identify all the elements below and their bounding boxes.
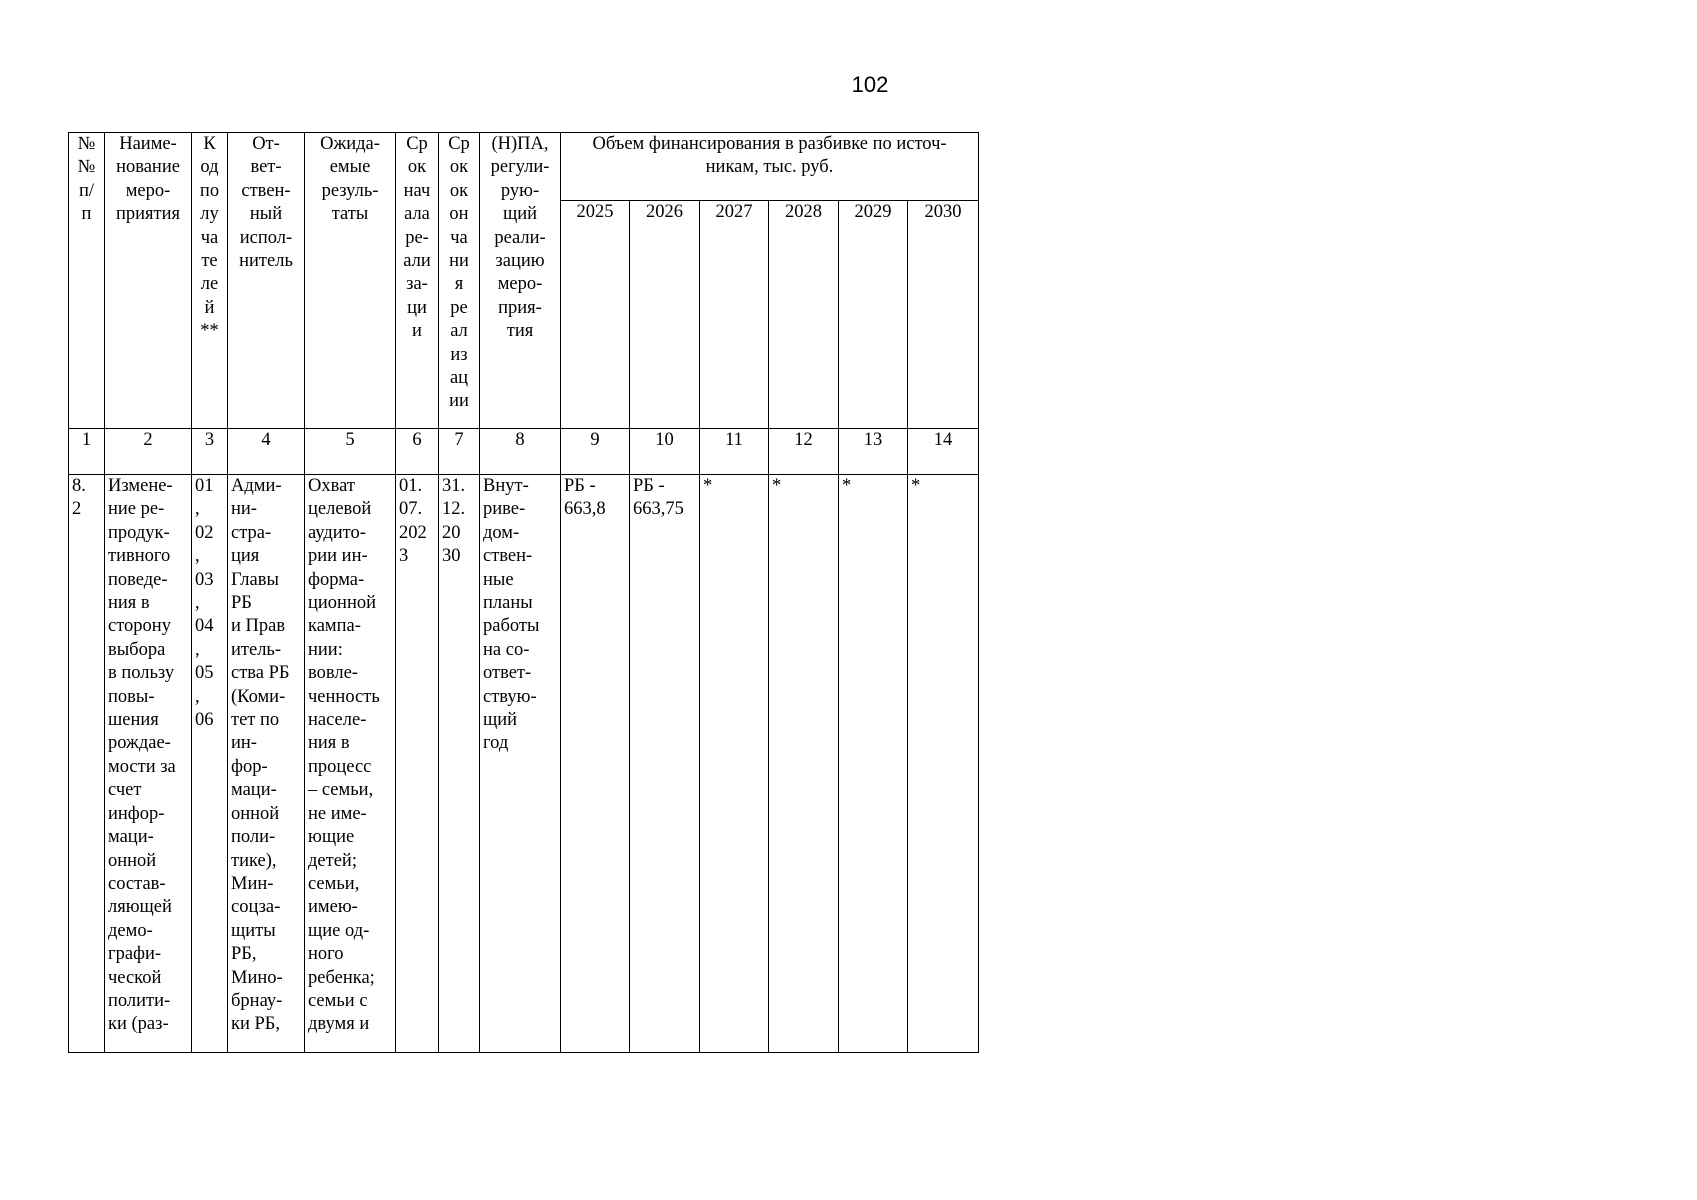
- row-results: Охват целевой аудито- рии ин- форма- ционной кампа- нии: вовле- ченность населе- ния в процесс – семьи, не име- ющие детей; семьи, имею- щие од- ного ребенка; семьи с двумя и: [305, 475, 396, 1053]
- column-number: 8: [480, 429, 561, 475]
- column-number: 1: [69, 429, 105, 475]
- row-end: 31. 12. 20 30: [439, 475, 480, 1053]
- header-year-2027: 2027: [700, 201, 769, 429]
- header-year-2028: 2028: [769, 201, 839, 429]
- header-financing: Объем финансирования в разбивке по источ- никам, тыс. руб.: [561, 133, 979, 201]
- column-number: 3: [192, 429, 228, 475]
- row-start: 01. 07. 202 3: [396, 475, 439, 1053]
- column-number: 12: [769, 429, 839, 475]
- header-year-2029: 2029: [839, 201, 908, 429]
- row-2025: РБ - 663,8: [561, 475, 630, 1053]
- measures-table: [68, 132, 979, 1053]
- header-year-2030: 2030: [908, 201, 979, 429]
- header-npa: (Н)ПА, регули- рую- щий реали- зацию меро- прия- тия: [480, 133, 561, 429]
- row-2028: *: [769, 475, 839, 1053]
- row-2027: *: [700, 475, 769, 1053]
- header-executor: От- вет- ствен- ный испол- нитель: [228, 133, 305, 429]
- column-number: 2: [105, 429, 192, 475]
- header-year-2026: 2026: [630, 201, 700, 429]
- column-number: 10: [630, 429, 700, 475]
- column-number: 4: [228, 429, 305, 475]
- header-name: Наиме- нование меро- приятия: [105, 133, 192, 429]
- row-name: Измене- ние ре- продук- тивного поведе- ния в сторону выбора в пользу повы- шения рождае- мости за счет инфор- маци- онной состав- ляющей демо- графи- ческой полити- ки (раз-: [105, 475, 192, 1053]
- row-npa: Внут- риве- дом- ствен- ные планы работы на со- ответ- ствую- щий год: [480, 475, 561, 1053]
- row-2029: *: [839, 475, 908, 1053]
- page-number: 102: [851, 72, 889, 97]
- column-number: 11: [700, 429, 769, 475]
- column-number: 5: [305, 429, 396, 475]
- header-code: К од по лу ча те ле й **: [192, 133, 228, 429]
- header-row: [69, 133, 979, 201]
- row-2030: *: [908, 475, 979, 1053]
- column-number: 14: [908, 429, 979, 475]
- table-row: [69, 475, 979, 1053]
- row-executor: Адми- ни- стра- ция Главы РБ и Прав итель- ства РБ (Коми- тет по ин- фор- маци- онной поли- тике), Мин- соцза- щиты РБ, Мино- брнау- ки РБ,: [228, 475, 305, 1053]
- header-end: Ср ок ок он ча ни я ре ал из ац ии: [439, 133, 480, 429]
- column-number: 13: [839, 429, 908, 475]
- column-number: 7: [439, 429, 480, 475]
- column-number: 9: [561, 429, 630, 475]
- header-results: Ожида- емые резуль- таты: [305, 133, 396, 429]
- row-num: 8. 2: [69, 475, 105, 1053]
- header-year-2025: 2025: [561, 201, 630, 429]
- row-code: 01 , 02 , 03 , 04 , 05 , 06: [192, 475, 228, 1053]
- column-number-row: [69, 429, 979, 475]
- header-start: Ср ок нач ала ре- али за- ци и: [396, 133, 439, 429]
- column-number: 6: [396, 429, 439, 475]
- row-2026: РБ - 663,75: [630, 475, 700, 1053]
- header-num: № № п/ п: [69, 133, 105, 429]
